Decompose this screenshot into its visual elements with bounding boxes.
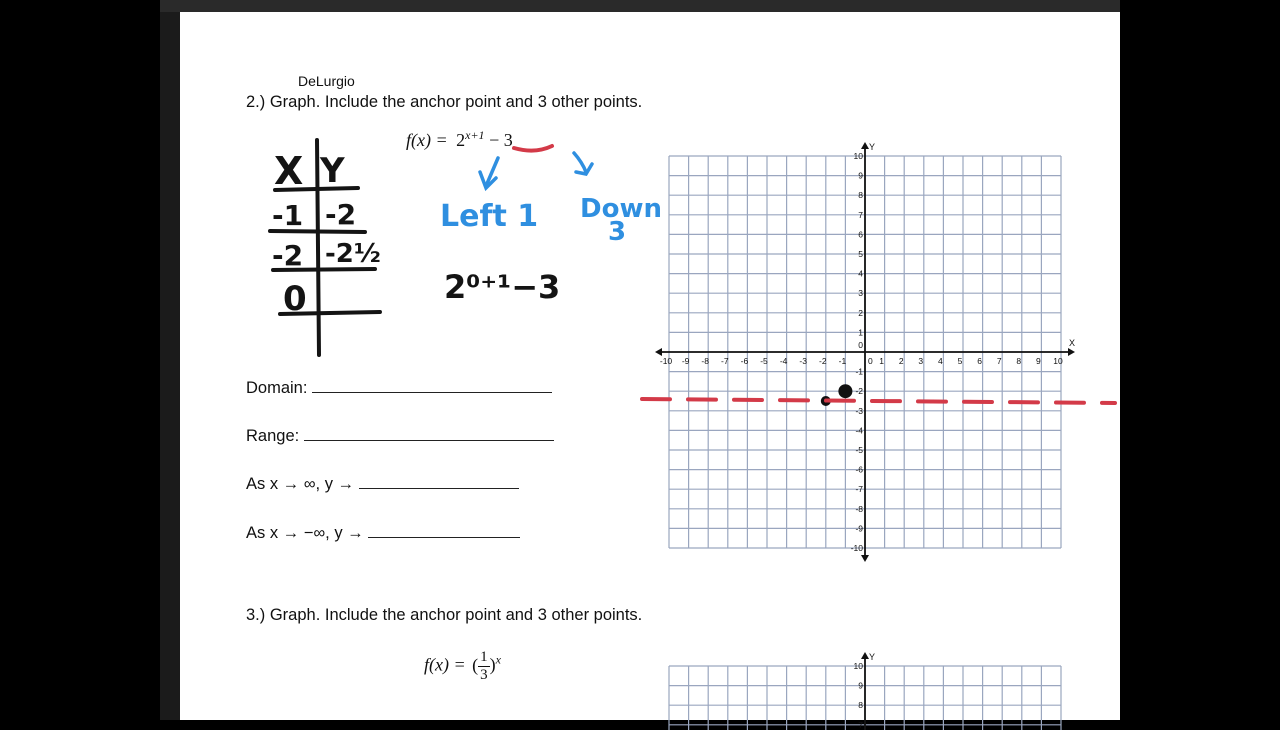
xy-table-text [272, 149, 381, 319]
handwritten-work: 2⁰⁺¹−3 [444, 268, 561, 306]
note-down-three: 3 [608, 217, 627, 247]
table-row-2-y: -2½ [325, 239, 381, 269]
minus-three-underline [514, 146, 552, 151]
x-tick-label: -8 [701, 356, 709, 366]
problem-3-heading: 3.) Graph. Include the anchor point and 3 other points. [246, 606, 643, 624]
y-tick-label: 10 [853, 151, 863, 161]
y-tick-label: 8 [858, 700, 863, 711]
y-tick-label: -6 [855, 464, 863, 475]
y-tick-label: 8 [858, 190, 863, 201]
function-lhs: f(x) = [424, 654, 466, 675]
y-tick-label: -4 [855, 425, 863, 436]
table-row-2-x: -2 [272, 239, 304, 272]
x-tick-label: 5 [957, 356, 963, 366]
table-y-header: Y [320, 151, 345, 191]
function-exponent: x+1 [465, 128, 485, 142]
x-axis-label: X [1069, 338, 1076, 348]
y-axis-label: Y [869, 652, 876, 662]
worksheet-page [180, 12, 1120, 730]
table-row-1-x: -1 [272, 199, 304, 232]
function-lhs: f(x) = [406, 130, 448, 150]
x-tick-label: 0 [868, 356, 873, 366]
x-tick-label: -5 [760, 356, 768, 366]
fraction-one-third: $\frac{1}{3}$ [480, 649, 488, 683]
y-tick-label: 4 [858, 268, 863, 279]
x-tick-label: 3 [918, 356, 924, 366]
y-tick-label: 9 [858, 170, 863, 181]
domain-label: Domain: [246, 379, 308, 397]
end-behavior-negative-label: As x → −∞, y → [246, 524, 364, 542]
x-tick-label: -7 [721, 356, 729, 366]
table-x-header: X [274, 149, 304, 193]
x-tick-label: 4 [938, 356, 943, 366]
y-tick-label: 1 [858, 327, 863, 338]
x-tick-label: 8 [1016, 356, 1022, 366]
y-tick-label: 7 [858, 209, 863, 220]
y-tick-label: 6 [858, 229, 863, 240]
note-down: Down [580, 194, 662, 224]
x-tick-label: -1 [838, 356, 847, 366]
blue-notes [440, 194, 662, 247]
left-dark-margin [0, 0, 160, 720]
y-tick-label: 2 [858, 307, 863, 318]
y-tick-label: -7 [855, 484, 863, 495]
y-tick-label: -8 [855, 503, 863, 514]
x-tick-label: 6 [977, 356, 982, 366]
y-tick-label: 10 [853, 661, 863, 671]
x-tick-label: -10 [659, 356, 673, 366]
right-dark-margin [1120, 0, 1280, 720]
table-row-1-y: -2 [325, 198, 357, 231]
note-left-one: Left 1 [440, 199, 539, 234]
x-tick-label: 1 [879, 356, 884, 366]
handwritten-annotations [180, 12, 1120, 720]
x-tick-label: -2 [819, 356, 827, 366]
x-tick-label: 10 [1053, 356, 1063, 366]
x-tick-label: 9 [1036, 356, 1041, 366]
y-tick-label: 5 [858, 249, 863, 259]
problem-3-function: f(x) = ( $\frac{1}{3}$ )$^x$ [424, 649, 501, 683]
x-tick-label: -6 [740, 356, 749, 366]
viewer-border [160, 0, 180, 720]
x-tick-label: -3 [799, 356, 807, 366]
y-tick-label: -2 [855, 386, 863, 397]
x-tick-label: -4 [779, 356, 788, 366]
function-exponent: x [495, 652, 501, 667]
y-axis-label: Y [869, 142, 876, 152]
y-tick-label: -1 [855, 366, 863, 377]
y-tick-label: 0 [858, 340, 863, 350]
range-label: Range: [246, 427, 300, 445]
y-tick-label: 7 [858, 719, 863, 730]
function-tail: − 3 [489, 130, 513, 150]
y-tick-label: -3 [855, 405, 863, 416]
x-tick-label: -9 [681, 356, 690, 366]
table-row-3-x: 0 [283, 279, 307, 319]
y-tick-label: -10 [850, 543, 863, 553]
y-tick-label: -9 [855, 523, 863, 534]
x-tick-label: 2 [898, 356, 904, 366]
viewer-top-bar [160, 0, 1120, 12]
y-tick-label: 9 [858, 680, 863, 691]
problem-2-heading: 2.) Graph. Include the anchor point and 3 other points. [246, 93, 643, 111]
author-name: DeLurgio [298, 73, 355, 89]
end-behavior-positive-label: As x → ∞, y → [246, 475, 355, 493]
function-base: 2 [456, 130, 466, 150]
x-tick-label: 7 [996, 356, 1002, 366]
blue-arrows [480, 153, 592, 188]
horizontal-asymptote-line [642, 399, 1115, 403]
y-tick-label: 3 [858, 288, 863, 299]
y-tick-label: -5 [855, 445, 863, 455]
